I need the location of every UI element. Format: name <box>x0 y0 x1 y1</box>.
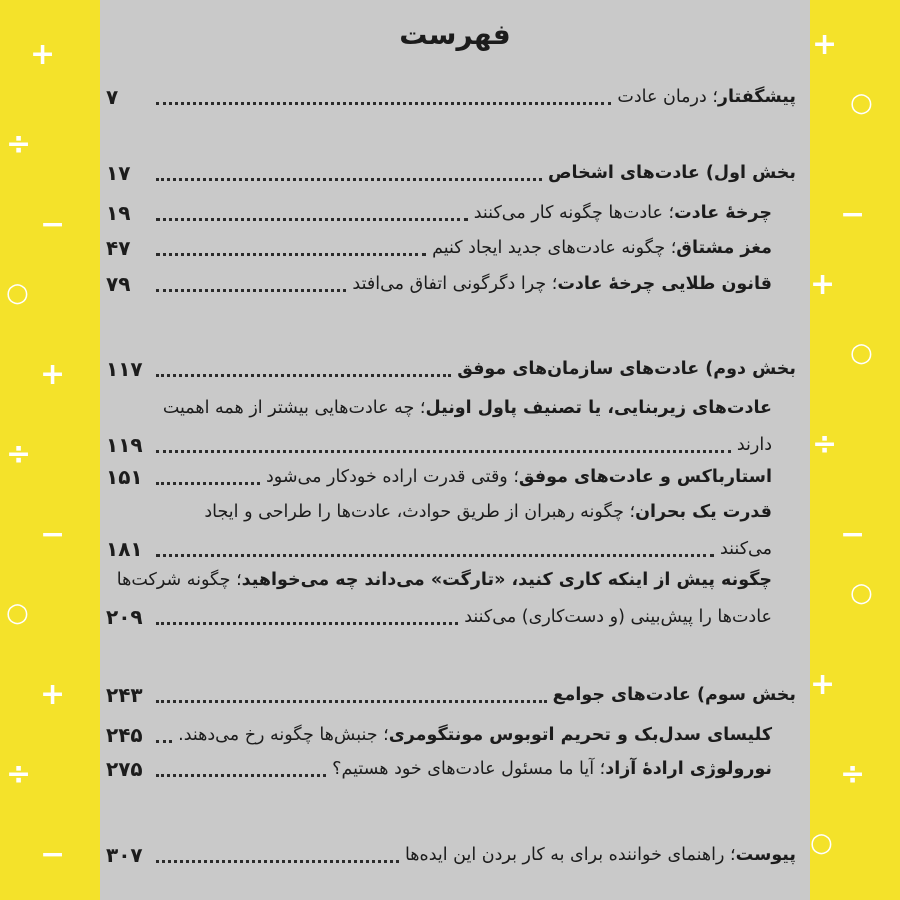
toc-entry-text: پیوست؛ راهنمای خواننده برای به کار بردن این ایده‌ها <box>404 845 796 865</box>
toc-entry-text: بخش اول) عادت‌های اشخاص <box>547 163 796 183</box>
divide-icon: ÷ <box>840 757 866 792</box>
page-number: ۱۷ <box>106 161 131 185</box>
plus-icon: + <box>812 27 838 62</box>
page-title: فهرست <box>399 18 511 51</box>
divide-icon: ÷ <box>812 427 838 462</box>
book-page <box>100 0 810 900</box>
circle-icon: ○ <box>850 338 873 368</box>
toc-entry-target <box>106 600 772 634</box>
page-number: ۲۰۹ <box>106 605 143 629</box>
plus-icon: + <box>30 37 56 72</box>
dot-leader <box>156 622 458 625</box>
page-number: ۷ <box>106 85 119 109</box>
toc-entry-text: می‌کنند <box>719 539 772 559</box>
page-number: ۱۸۱ <box>106 537 143 561</box>
circle-icon: ○ <box>6 598 29 628</box>
page-number: ۲۴۵ <box>106 723 143 747</box>
page-number: ۱۱۹ <box>106 433 143 457</box>
minus-icon: − <box>840 517 866 552</box>
page-number: ۱۹ <box>106 201 131 225</box>
toc-entry-crisis-line1: قدرت یک بحران؛ چگونه رهبران از طریق حوادث، عادت‌ها را طراحی و ایجاد <box>204 502 772 522</box>
toc-entry-text: کلیسای سدل‌بک و تحریم اتوبوس مونتگومری؛ جنبش‌ها چگونه رخ می‌دهند. <box>178 725 772 745</box>
toc-entry-text: دارند <box>736 435 772 455</box>
toc-entry-text: پیشگفتار؛ درمان عادت <box>617 87 796 107</box>
toc-entry-text: قانون طلایی چرخهٔ عادت؛ چرا دگرگونی اتفاق می‌افتد <box>352 274 772 294</box>
toc-entry-craving-brain <box>106 231 772 265</box>
dot-leader <box>156 374 451 377</box>
dot-leader <box>156 218 468 221</box>
page-number: ۷۹ <box>106 272 131 296</box>
toc-entry-appendix <box>106 838 796 872</box>
toc-entry-text: مغز مشتاق؛ چگونه عادت‌های جدید ایجاد کنیم <box>432 238 772 258</box>
dot-leader <box>156 482 260 485</box>
decorative-border-right <box>800 0 900 900</box>
dot-leader <box>156 289 346 292</box>
toc-entry-saddleback <box>106 718 772 752</box>
toc-entry-keystone-habits-line1: عادت‌های زیربنایی، یا تصنیف پاول اونیل؛ چه عادت‌هایی بیشتر از همه اهمیت <box>162 398 772 418</box>
minus-icon: − <box>40 837 66 872</box>
plus-icon: + <box>40 357 66 392</box>
toc-entry-part-three <box>106 678 796 712</box>
toc-entry-text: بخش دوم) عادت‌های سازمان‌های موفق <box>457 359 796 379</box>
circle-icon: ○ <box>850 88 873 118</box>
toc-entry-golden-rule <box>106 267 772 301</box>
dot-leader <box>156 740 172 743</box>
plus-icon: + <box>40 677 66 712</box>
toc-entry-habit-loop <box>106 196 772 230</box>
minus-icon: − <box>40 517 66 552</box>
divide-icon: ÷ <box>6 757 32 792</box>
toc-entry-keystone-habits <box>106 428 772 462</box>
plus-icon: + <box>810 267 836 302</box>
dot-leader <box>156 774 326 777</box>
toc-entry-part-one <box>106 156 796 190</box>
dot-leader <box>156 253 426 256</box>
page-number: ۱۱۷ <box>106 357 143 381</box>
toc-entry-text: عادت‌ها را پیش‌بینی (و دست‌کاری) می‌کنند <box>464 607 772 627</box>
toc-entry-text: نورولوژی ارادهٔ آزاد؛ آیا ما مسئول عادت‌های خود هستیم؟ <box>332 759 772 779</box>
circle-icon: ○ <box>850 578 873 608</box>
circle-icon: ○ <box>6 278 29 308</box>
toc-entry-text: استارباکس و عادت‌های موفق؛ وقتی قدرت اراده خودکار می‌شود <box>265 467 772 487</box>
toc-entry-target-line1: چگونه پیش از اینکه کاری کنید، «تارگت» می‌داند چه می‌خواهید؛ چگونه شرکت‌ها <box>116 570 772 590</box>
toc-entry-crisis <box>106 532 772 566</box>
page-number: ۲۴۳ <box>106 683 143 707</box>
toc-entry-free-will <box>106 752 772 786</box>
toc-entry-part-two <box>106 352 796 386</box>
toc-entry-text: چرخهٔ عادت؛ عادت‌ها چگونه کار می‌کنند <box>473 203 772 223</box>
toc-entry-text: بخش سوم) عادت‌های جوامع <box>552 685 796 705</box>
dot-leader <box>156 700 547 703</box>
dot-leader <box>156 860 399 863</box>
minus-icon: − <box>40 207 66 242</box>
circle-icon: ○ <box>810 828 833 858</box>
divide-icon: ÷ <box>6 127 32 162</box>
page-number: ۴۷ <box>106 236 131 260</box>
dot-leader <box>156 178 542 181</box>
divide-icon: ÷ <box>6 437 32 472</box>
dot-leader <box>156 450 731 453</box>
toc-entry-starbucks <box>106 460 772 494</box>
page-number: ۲۷۵ <box>106 757 143 781</box>
dot-leader <box>156 554 714 557</box>
decorative-border-left <box>0 0 100 900</box>
minus-icon: − <box>840 197 866 232</box>
page-number: ۱۵۱ <box>106 465 143 489</box>
dot-leader <box>156 102 611 105</box>
plus-icon: + <box>810 667 836 702</box>
page-number: ۳۰۷ <box>106 843 143 867</box>
toc-entry-preface <box>106 80 796 114</box>
